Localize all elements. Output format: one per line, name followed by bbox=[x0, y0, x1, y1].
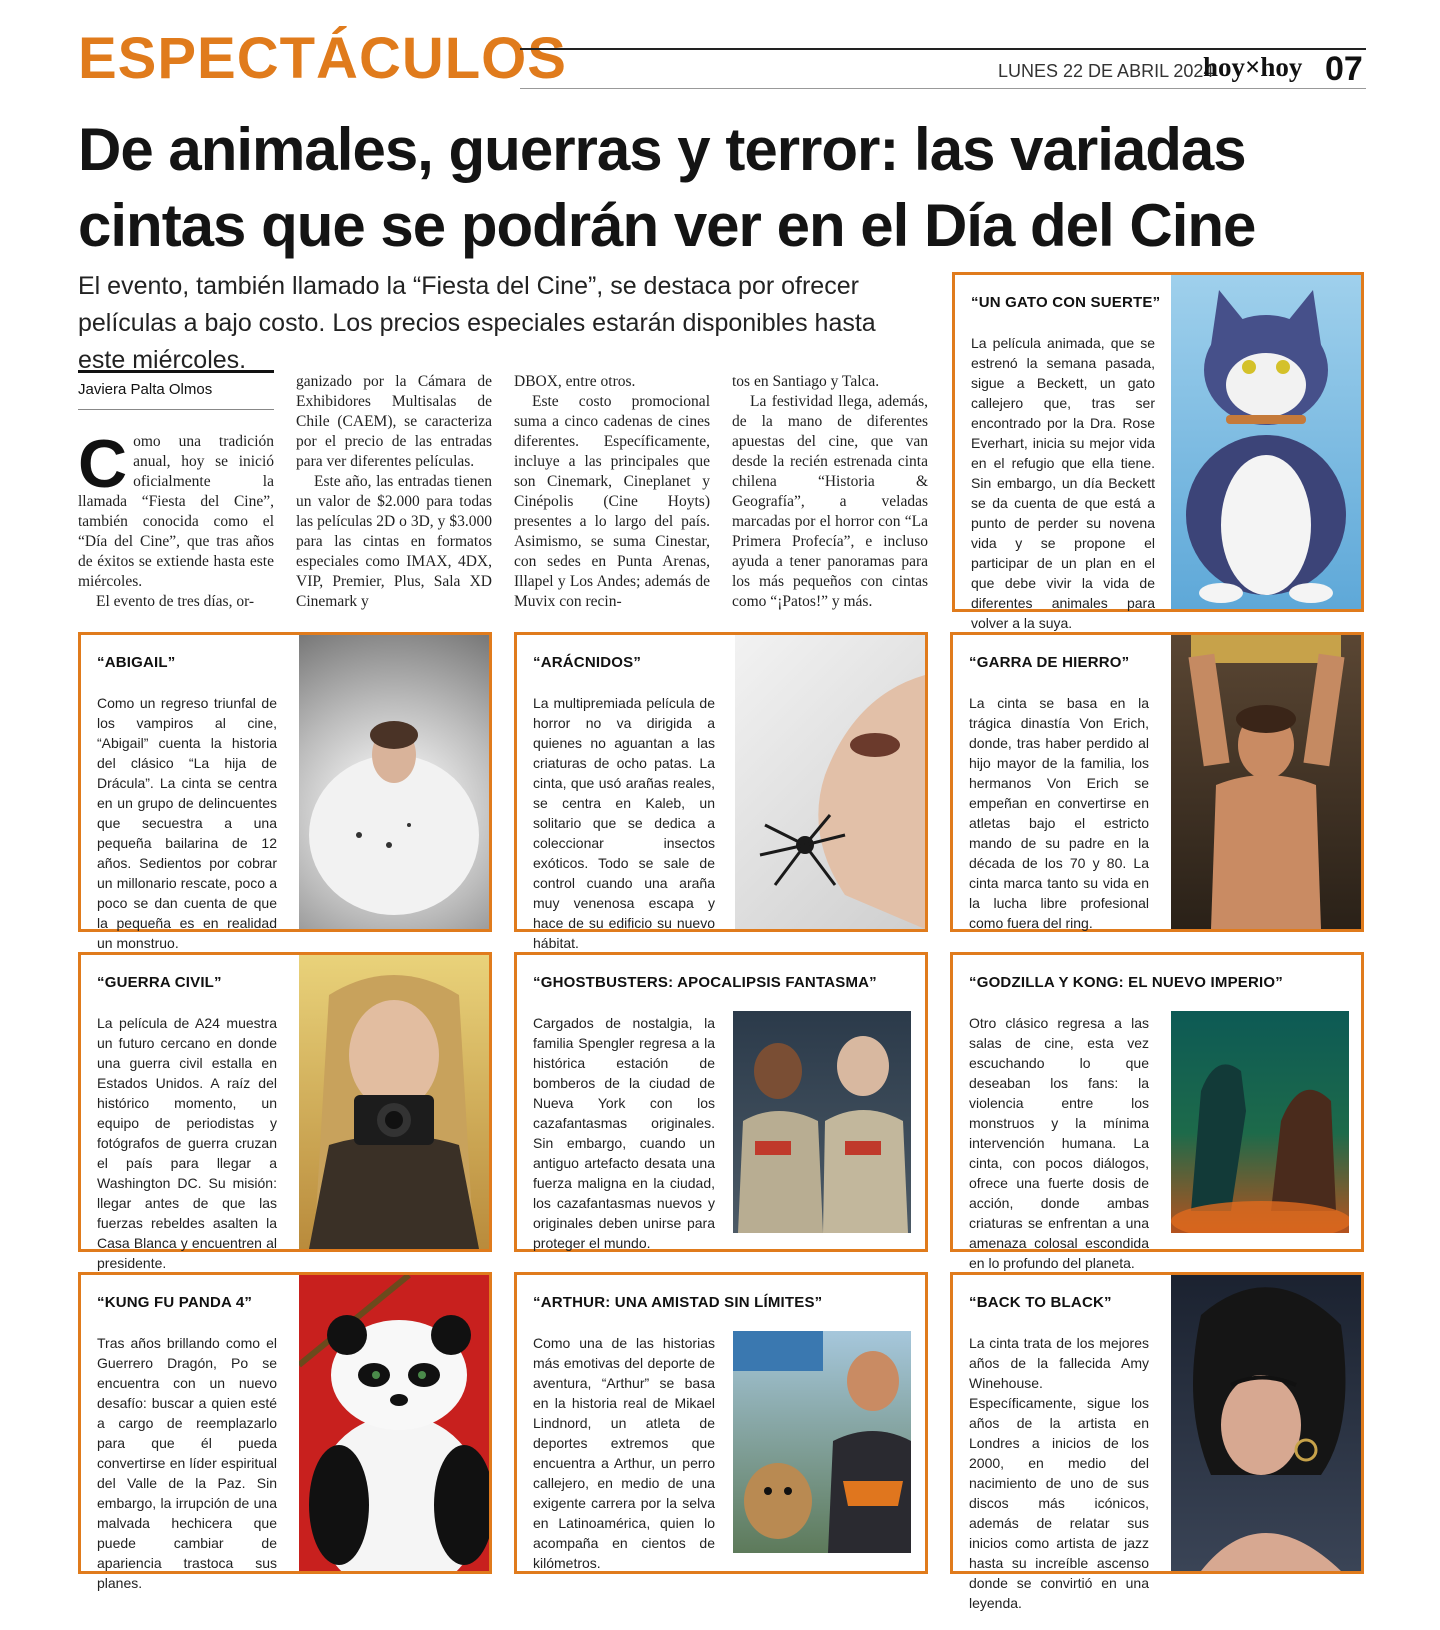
godzilla-kong-poster-image bbox=[1171, 1011, 1349, 1233]
header-rule-top bbox=[520, 48, 1366, 50]
film-box-abigail bbox=[78, 632, 492, 951]
film-synopsis: Como una de las historias más emotivas del deporte de aventura, “Arthur” se basa en la historia real de Mikael Lindnord, un atleta de deportes extremos que encuentra a Arthur, un perro callejero, en medio de una exigente carrera por la selva en Latinoamérica, quien lo acompaña en cientos de kilómetros. bbox=[533, 1335, 715, 1571]
paragraph: La festividad llega, además, de la mano de diferentes apuestas del cine, que van desde la recién estrenada cinta chilena “Historia & Geografía”, a veladas marcadas por el horror con “La Primera Profecía”, e incluso ayuda a tener panoramas para los más pequeños con cintas como “¡Patos!” y más. bbox=[732, 393, 928, 610]
film-box-guerra-civil bbox=[78, 952, 492, 1271]
film-synopsis: La cinta se basa en la trágica dinastía Von Erich, donde, tras haber perdido al hijo mayor de la familia, los hermanos Von Erich se empeñan en convertirse en atletas bajo el estricto mando de su padre en la década de los 70 y 80. La cinta marca tanto su vida en la lucha libre profesional como fuera del ring. bbox=[969, 695, 1149, 931]
headline: De animales, guerras y terror: las variadas cintas que se podrán ver en el Día del Cine bbox=[78, 116, 1256, 259]
issue-date: LUNES 22 DE ABRIL 2024 bbox=[998, 61, 1214, 81]
header-rule-bottom bbox=[520, 88, 1366, 89]
film-synopsis: La película animada, que se estrenó la semana pasada, sigue a Beckett, un gato callejero que, tras ser encontrado por la Dra. Rose Everhart, inicia su mejor vida en el refugio que ella tiene. Sin embargo, un día Beckett se da cuenta de que está a punto de perder su novena vida y se propone el participar de un plan en el que debe vivir la vida de diferentes animales para volver a la suya. bbox=[971, 335, 1155, 631]
cat-poster-image bbox=[1171, 275, 1361, 609]
abigail-poster-image bbox=[299, 635, 489, 929]
film-title: “UN GATO CON SUERTE” bbox=[971, 294, 1161, 311]
page-number: 07 bbox=[1325, 50, 1363, 88]
film-box-back-to-black bbox=[950, 1272, 1364, 1611]
film-synopsis: Como un regreso triunfal de los vampiros al cine, “Abigail” cuenta la historia del clásico “La hija de Drácula”. La cinta se centra en un grupo de delincuentes que secuestra a una pequeña bailarina de 12 años. Sedientos por cobrar un millonario rescate, poco a poco se dan cuenta de que la pequeña es en realidad un monstruo. bbox=[97, 695, 277, 951]
aracnidos-poster-image bbox=[735, 635, 925, 929]
ghostbusters-poster-image bbox=[733, 1011, 911, 1233]
brand-logo: hoy×hoy bbox=[1203, 52, 1303, 82]
film-synopsis: Tras años brillando como el Guerrero Dragón, Po se encuentra con un nuevo desafío: buscar a quien esté a cargo de reemplazarlo para que él pueda convertirse en líder espiritual del Valle de la Paz. Sin embargo, la irrupción de una malvada hechicera que puede cambiar de apariencia trastoca sus planes. bbox=[97, 1335, 277, 1591]
author-rule bbox=[78, 370, 274, 373]
film-box-garra-de-hierro bbox=[950, 632, 1364, 932]
guerra-civil-poster-image bbox=[299, 955, 489, 1249]
author-byline: Javiera Palta Olmos bbox=[78, 381, 213, 398]
paragraph: DBOX, entre otros. bbox=[514, 373, 636, 390]
film-title: “GODZILLA Y KONG: EL NUEVO IMPERIO” bbox=[969, 974, 1283, 991]
paragraph: Este año, las entradas tienen un valor de $2.000 para todas las películas 2D o 3D, y $3.000 para las cintas en formatos especiales como IMAX, 4DX, VIP, Premier, Plus, Sala XD Cinemark y bbox=[296, 473, 492, 610]
film-synopsis: La cinta trata de los mejores años de la fallecida Amy Winehouse. Específicamente, sigue los años de la artista en Londres a inicios de los 2000, en medio del nacimiento de uno de sus discos más icónicos, además de relatar sus inicios como artista de jazz hasta su increíble ascenso donde se convirtió en una leyenda. bbox=[969, 1335, 1149, 1611]
arthur-poster-image bbox=[733, 1331, 911, 1553]
body-column-2 bbox=[296, 372, 492, 612]
film-synopsis: La película de A24 muestra un futuro cercano en donde una guerra civil estalla en Estados Unidos. A raíz del histórico momento, un equipo de periodistas y fotógrafos de guerra cruzan el país para llegar a Washington DC. Su misión: llegar antes de que las fuerzas rebeldes asalten la Casa Blanca y encuentren al presidente. bbox=[97, 1015, 277, 1271]
back-to-black-poster-image bbox=[1171, 1275, 1361, 1571]
film-box-un-gato-con-suerte bbox=[952, 272, 1364, 631]
dek: El evento, también llamado la “Fiesta del Cine”, se destaca por ofrecer películas a bajo costo. Los precios especiales estarán disponibles hasta este miércoles. bbox=[78, 272, 876, 374]
paragraph: tos en Santiago y Talca. bbox=[732, 373, 880, 390]
film-title: “KUNG FU PANDA 4” bbox=[97, 1294, 253, 1311]
film-title: “ARTHUR: UNA AMISTAD SIN LÍMITES” bbox=[533, 1294, 823, 1311]
film-synopsis: Cargados de nostalgia, la familia Spengler regresa a la histórica estación de bomberos de la ciudad de Nueva York con los cazafantasmas originales. Sin embargo, cuando un antiguo artefacto desata una fuerza maligna en la ciudad, los cazafantasmas nuevos y originales deben unirse para proteger el mundo. bbox=[533, 1015, 715, 1251]
film-box-ghostbusters bbox=[514, 952, 928, 1252]
body-column-1 bbox=[78, 426, 274, 612]
paragraph: ganizado por la Cámara de Exhibidores Multisalas de Chile (CAEM), se caracteriza por el precio de las entradas para ver diferentes películas. bbox=[296, 373, 492, 470]
body-column-3 bbox=[514, 372, 710, 612]
drop-cap: C bbox=[78, 426, 128, 502]
garra-de-hierro-poster-image bbox=[1171, 635, 1361, 929]
body-column-4 bbox=[732, 372, 928, 612]
film-synopsis: Otro clásico regresa a las salas de cine, esta vez escuchando lo que deseaban los fans: la violencia entre los monstruos y la mínima intervención humana. La cinta, con pocos diálogos, ofrece una fuerte dosis de acción, donde ambas criaturas se enfrentan a una amenaza colosal escondida en lo profundo del planeta. bbox=[969, 1015, 1149, 1271]
section-title: ESPECTÁCULOS bbox=[78, 26, 567, 91]
film-title: “GUERRA CIVIL” bbox=[97, 974, 222, 991]
film-box-arthur bbox=[514, 1272, 928, 1574]
author-rule-bottom bbox=[78, 409, 274, 410]
paragraph: El evento de tres días, or- bbox=[96, 593, 255, 610]
paragraph: Este costo promocional suma a cinco cadenas de cines diferentes. Específicamente, incluye a las principales que son Cinemark, Cineplanet y Cinépolis (Cine Hoyts) presentes a lo largo del país. Asimismo, se suma Cinestar, con sedes en Punta Arenas, Illapel y Los Andes; además de Muvix con recin- bbox=[514, 393, 710, 610]
film-title: “BACK TO BLACK” bbox=[969, 1294, 1112, 1311]
film-title: “GHOSTBUSTERS: APOCALIPSIS FANTASMA” bbox=[533, 974, 877, 991]
film-box-kung-fu-panda-4 bbox=[78, 1272, 492, 1591]
film-title: “GARRA DE HIERRO” bbox=[969, 654, 1130, 671]
film-title: “ABIGAIL” bbox=[97, 654, 176, 671]
film-box-aracnidos bbox=[514, 632, 928, 951]
paragraph: omo una tradición anual, hoy se inició oficialmente la llamada “Fiesta del Cine”, también conocida como el “Día del Cine”, que tras años de éxitos se extiende hasta este miércoles. bbox=[78, 433, 274, 590]
film-title: “ARÁCNIDOS” bbox=[533, 654, 642, 671]
film-box-godzilla-y-kong bbox=[950, 952, 1364, 1271]
kung-fu-panda-poster-image bbox=[299, 1275, 489, 1571]
film-synopsis: La multipremiada película de horror no va dirigida a quienes no aguantan a las criaturas de ocho patas. La cinta, que usó arañas reales, se centra en Kaleb, un solitario que se dedica a coleccionar insectos exóticos. Todo se sale de control cuando una araña muy venenosa escapa y hace de su edificio su nuevo hábitat. bbox=[533, 695, 715, 951]
